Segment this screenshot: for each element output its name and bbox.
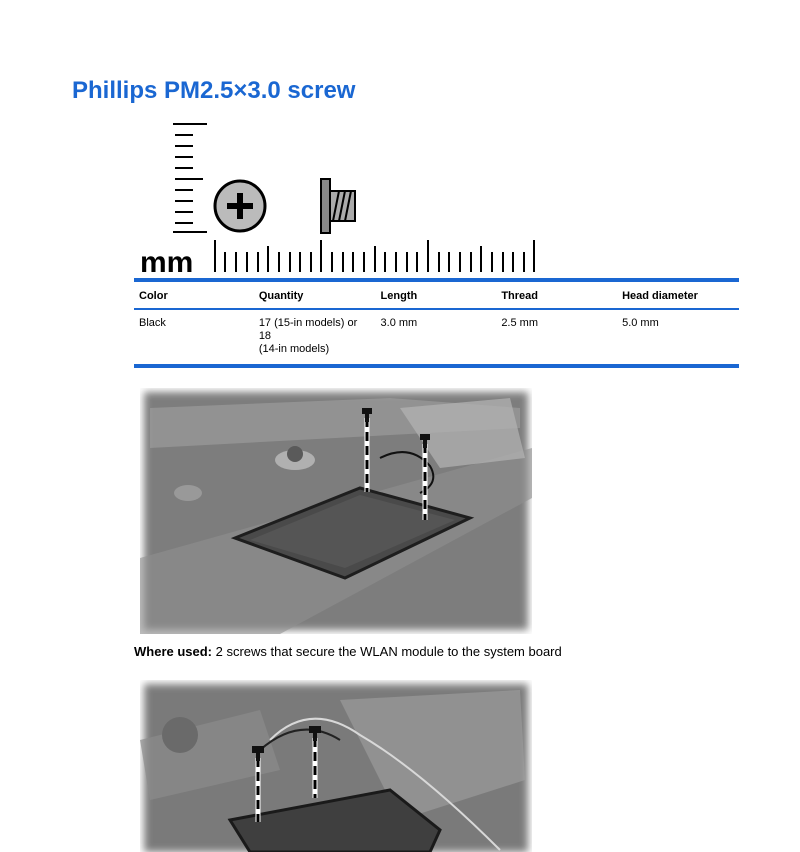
phillips-head-icon: [215, 181, 265, 231]
cell-quantity: [254, 309, 376, 366]
cell-thread: 2.5 mm: [496, 309, 617, 366]
quantity-line-1: 17 (15-in models) or 18: [258, 317, 358, 342]
horizontal-ruler: [215, 240, 534, 272]
cell-color: Black: [134, 309, 254, 366]
screw-spec-table: [134, 278, 739, 368]
cell-length: 3.0 mm: [376, 309, 497, 366]
table-row: [134, 309, 739, 366]
header-color: Color: [134, 280, 254, 309]
where-used-text: 2 screws that secure the WLAN module to the system board: [215, 644, 562, 659]
cell-head-diameter: 5.0 mm: [617, 309, 739, 366]
mm-label: mm: [140, 246, 194, 278]
page-title: Phillips PM2.5×3.0 screw: [72, 77, 356, 104]
screw-ruler-graphic: [135, 118, 555, 278]
screw-side-icon: [321, 179, 355, 233]
table-header-row: [134, 280, 739, 309]
header-quantity: Quantity: [254, 280, 376, 309]
system-board-photo: [140, 680, 532, 852]
vertical-ruler: [173, 124, 207, 232]
header-thread: Thread: [496, 280, 617, 309]
where-used-label: Where used:: [134, 644, 213, 659]
where-used-caption: [134, 644, 562, 659]
header-head-diameter: Head diameter: [617, 280, 739, 309]
header-length: Length: [376, 280, 497, 309]
wlan-module-photo: [140, 388, 532, 634]
quantity-line-2: (14-in models): [258, 343, 330, 355]
